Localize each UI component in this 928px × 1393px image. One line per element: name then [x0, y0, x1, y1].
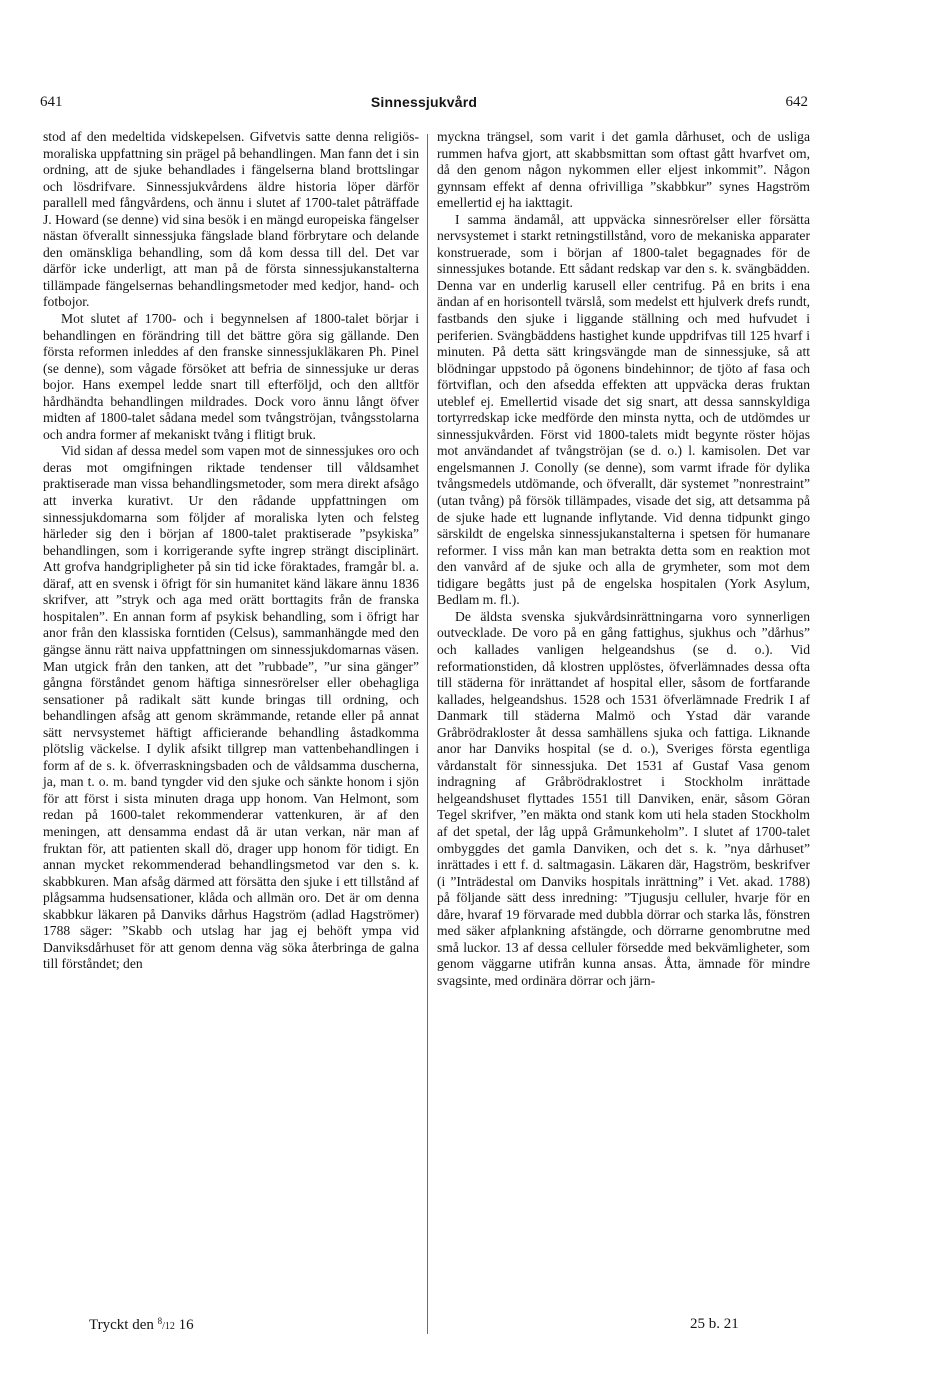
- print-date-denominator: 12: [164, 1321, 175, 1332]
- right-column: [437, 129, 810, 989]
- sheet-signature: 25 b. 21: [690, 1316, 739, 1332]
- print-date-numerator: 8: [157, 1316, 163, 1326]
- paragraph: myckna trängsel, som varit i det gamla dårhuset, och de usliga rummen hafva gjort, att skabbsmittan som oftast gått hvarfvet om, då den genom någon nykommen eller eljest inkommit”. Någon gynnsam effekt af denna ofrivilliga ”skabbkur” synes Hagström emellertid ej ha iakttagit.: [437, 129, 810, 211]
- print-date: [89, 1316, 194, 1334]
- page-number-left: 641: [40, 94, 63, 110]
- paragraph: Vid sidan af dessa medel som vapen mot de sinnessjukes oro och deras mot omgifningen riktade tendenser till våldsamhet praktiserade man vissa behandlingsmetoder, som mera direkt afsågo att inverka kurativt. Ur den rådande uppfattningen om sinnessjukdomarna som följder af moraliska lyten och felsteg härleder sig den i början af 1800-talet praktiserade ”psykiska” behandlingen, som i korrigerande syfte ingrep strängt disciplinärt. Att grofva handgripligheter på sin tid icke föraktades, framgår bl. a. däraf, att en svensk i öfrigt för sin humanitet känd läkare ännu 1836 skrifver, att ”stryk och aga med orätt borttagits från de franska hospitalen”. En annan form af psykisk behandling, som i öfrigt har anor från den klassiska forntiden (Celsus), sammanhängde med den gängse ännu rätt naiva uppfattningen om sinnessjukdomarnas väsen. Man utgick från den tanken, att det ”rubbade”, ”ur sina gänger” gångna förståndet genom häftiga sinnesrörelser eller obehagliga sensationer på radikalt sätt kunde bringas till ordning, och behandlingen afsåg att genom skrämmande, retande eller på annat sätt nervsystemet häftigt afficierande behandling åstadkomma plötslig väckelse. I dylik afsikt tillgrep man vattenbehandlingen i form af de s. k. öfverraskningsbaden och de våldsamma duscherna, ja, man t. o. m. band tyngder vid den sjuke och sänkte honom i sjön för att först i sista minuten draga upp honom. Van Helmont, som redan på 1600-talet rekommenderar vattenkuren, är af den meningen, att densamma endast då är utan verkan, när man af fruktan för, att patienten skall dö, drager upp honom för tidigt. En annan mycket rekommenderad behandlingsmetod var den s. k. skabbkuren. Man afsåg därmed att försätta den sjuke i ett tillstånd af plågsamma hudsensationer, klåda och allmän oro. Det är om denna skabbkur läkaren på Danviks dårhus Hagström (adlad Hagströmer) 1788 säger: ”Skabb och utslag har jag ej behöft ympa vid Danviksdårhuset för att genom denna väg söka återbringa de galna till förståndet; den: [43, 443, 419, 972]
- page-number-right: 642: [785, 94, 808, 110]
- column-divider: [427, 134, 428, 1334]
- print-label: Tryckt den: [89, 1317, 154, 1333]
- paragraph: De äldsta svenska sjukvårdsinrättningarna voro synnerligen outvecklade. De voro på en gång fattighus, sjukhus och ”dårhus” och kallades vanligen helgeandshus (se d. o.). Vid reformationstiden, då klostren upplöstes, öfverlämnades dessa ofta till städerna för inrättandet af hospital eller, såsom de fortfarande kallades, helgeandshus. 1528 och 1531 öfverlämnade Fredrik I af Danmark till städerna Malmö och Ystad där varande Gråbrödrakloster åt dessa samhällens sjuka och fattiga. Liknande anor har Danviks hospital (se d. o.), Sveriges första egentliga vårdanstalt för sinnessjuka. Det 1531 af Gustaf Vasa genom indragning af Gråbrödraklostret i Stockholm inrättade helgeandshuset flyttades 1551 till Danviken, enär, såsom Göran Tegel skrifver, ”en mäkta ond stank kom uti hela staden Stockholm af det spetal, der låg uppå Gråmunkeholm”. I slutet af 1700-talet ombyggdes det gamla Danviken, och det s. k. ”nya dårhuset” inrättades i ett f. d. saltmagasin. Läkaren där, Hagström, beskrifver (i ”Inträdestal om Danviks hospitals inrättning” i Vet. akad. 1788) på följande sätt dess inredning: ”Tjugusju celluler, hvarje för en dåre, hvaraf 19 förvarade med dubbla dörrar och starka lås, fönstren med säker afplankning afstängde, och dörrarne genombrutne med små luckor. 13 af dessa celluler försedde med bekvämligheter, som genom väggarne utifrån kunna ansas. Åtta, ämnade för mindre svagsinte, med ordinära dörrar och järn-: [437, 608, 810, 988]
- print-date-slash: /: [162, 1321, 165, 1332]
- paragraph: stod af den medeltida vidskepelsen. Gifvetvis satte denna religiös-moraliska uppfattning sin prägel på behandlingen. Man fann det i sin ordning, att de sjuke behandlades i fängelserna bland brottslingar och lösdrifvare. Sinnessjukvårdens äldre historia löper därför parallell med fångvårdens, och ännu i slutet af 1700-talet påträffade J. Howard (se denne) vid sina besök i en mängd europeiska fängelser nästan öfverallt sinnessjuka fängslade bland förbrytare och delande den omänskliga behandling, som då kom dessa till del. Det var därför icke underligt, att man på de första sinnessjukanstalterna tillämpade fängelsernas behandlingsmetoder med kedjor, hand- och fotbojor.: [43, 129, 419, 310]
- running-title: Sinnessjukvård: [370, 94, 478, 110]
- page-header: [40, 94, 808, 116]
- paragraph: Mot slutet af 1700- och i begynnelsen af 1800-talet börjar i behandlingen en förändring till det bättre göra sig gällande. Den första reformen inleddes af den franske sinnessjukläkaren Ph. Pinel (se denne), som vågade försöket att befria de sinnessjuke ur deras bojor. Hans exempel ledde snart till efterföljd, och den alltför hårdhändta behandlingen mildrades. Dock voro ännu långt öfver midten af 1800-talet sådana medel som tvångströjan, tvångsstolarna och andra former af mekaniskt tvång i flitigt bruk.: [43, 311, 419, 442]
- print-date-year: 16: [178, 1317, 194, 1333]
- left-column: [43, 129, 419, 973]
- paragraph: I samma ändamål, att uppväcka sinnesrörelser eller försätta nervsystemet i starkt retningstillstånd, voro de mekaniska apparater konstruerade, som i början af 1800-talet begagnades för de sinnessjukes botande. Ett sådant redskap var den s. k. svängbädden. Denna var en underlig karusell eller centrifug. På en brits i ena ändan af en horisontell tvärslå, som medelst ett hjulverk drefs rundt, fastbands den sjuke i liggande ställning och med hufvudet i periferien. Svängbäddens hastighet kunde uppdrifvas till 125 hvarf i minuten. På detta sätt kringsvängde man de sinnessjuke, så att blödningar uppstodo på ögonens bindehinnor; de tjöto af fasa och förtviflan, och den afsedda effekten att uppväcka deras fruktan uteblef ej. Emellertid visade det sig snart, att dessa sannskyldiga tortyrredskap icke medförde den minsta nytta, och de utdömdes ur sinnessjukvården. Först vid 1800-talets midt begynte röster höjas mot användandet af tvångströjan (se d. o.) l. kamisolen. Det var engelsmannen J. Conolly (se denne), som varmt ifrade för dylika tvångsmedels utdömande, och öfverallt, där systemet ”nonrestraint” (utan tvång) på försök tillämpades, visade det sig, att detsamma på de sjuke hade ett lugnande inflytande. Vid denna tidpunkt gingo särskildt de engelska sinnessjukanstalterna i spetsen för humanare reformer. I viss mån kan man betrakta detta som en reaktion mot den vanvård af de sjuke och alla de grymheter, som mot dem tidigare begåtts just på de engelska hospitalen (York Asylum, Bedlam m. fl.).: [437, 211, 810, 608]
